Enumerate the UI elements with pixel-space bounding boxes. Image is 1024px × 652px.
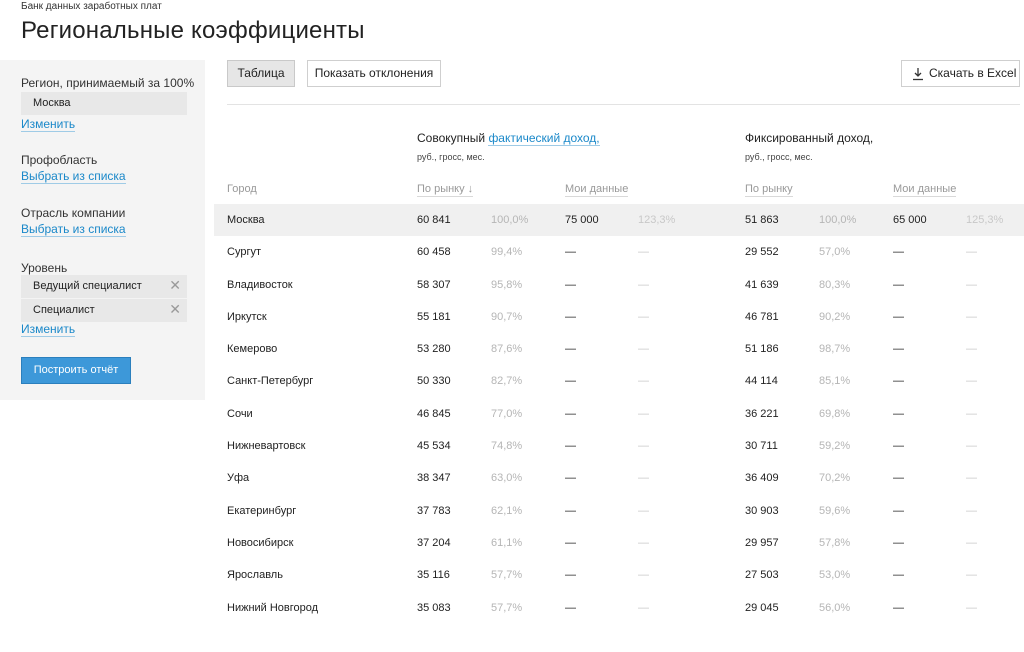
cell-market-fixed-pct: 53,0% (819, 569, 851, 582)
cell-mydata-total-pct: — (638, 569, 649, 582)
cell-mydata-fixed-pct: — (966, 601, 977, 614)
cell-mydata-total-pct: — (638, 375, 649, 388)
actual-income-link[interactable]: фактический доход, (488, 131, 600, 145)
page-title: Региональные коэффициенты (21, 17, 365, 44)
cell-market-fixed-pct: 70,2% (819, 472, 851, 485)
level-change-link[interactable]: Изменить (21, 322, 76, 336)
cell-market-fixed: 29 957 (745, 536, 779, 549)
show-deviations-button[interactable]: Показать отклонения (307, 60, 441, 87)
cell-city: Нижневартовск (227, 440, 306, 453)
cell-mydata-total: — (565, 536, 576, 549)
cell-city: Новосибирск (227, 536, 294, 549)
cell-mydata-total-pct: 123,3% (638, 214, 676, 226)
cell-mydata-fixed: — (893, 569, 904, 582)
cell-market-fixed-pct: 56,0% (819, 601, 851, 614)
cell-city: Екатеринбург (227, 504, 297, 517)
cell-mydata-total-pct: — (638, 278, 649, 291)
breadcrumb[interactable]: Банк данных заработных плат (21, 1, 162, 12)
cell-city: Сочи (227, 407, 253, 420)
cell-market-total-pct: 57,7% (491, 601, 523, 614)
group-total-income-prefix: Совокупный (417, 131, 486, 145)
level-chip-label: Ведущий специалист (33, 280, 142, 292)
industry-select-link[interactable]: Выбрать из списка (21, 222, 126, 236)
cell-market-fixed: 51 186 (745, 343, 779, 356)
cell-city: Иркутск (227, 310, 267, 323)
cell-market-total: 35 116 (417, 569, 450, 582)
cell-mydata-fixed-pct: — (966, 375, 977, 388)
cell-mydata-total: — (565, 472, 576, 485)
cell-market-total-pct: 95,8% (491, 278, 523, 291)
cell-city: Санкт-Петербург (227, 375, 314, 388)
level-label: Уровень (21, 261, 68, 275)
cell-market-total-pct: 62,1% (491, 504, 523, 517)
table-row (214, 527, 1024, 559)
cell-mydata-fixed: — (893, 504, 904, 517)
group-fixed-income-unit: руб., гросс, мес. (745, 152, 813, 162)
cell-city: Кемерово (227, 343, 278, 356)
cell-mydata-total-pct: — (638, 472, 649, 485)
cell-market-fixed-pct: 80,3% (819, 278, 851, 291)
cell-mydata-total: — (565, 375, 576, 388)
cell-mydata-total: 75 000 (565, 214, 599, 226)
cell-market-fixed: 41 639 (745, 278, 779, 291)
table-row (214, 398, 1024, 430)
cell-mydata-total: — (565, 278, 576, 291)
cell-market-fixed-pct: 59,2% (819, 440, 851, 453)
table-row (214, 204, 1024, 236)
group-total-income-unit: руб., гросс, мес. (417, 152, 485, 162)
cell-mydata-total: — (565, 601, 576, 614)
table-row (214, 430, 1024, 462)
level-chip-label: Специалист (33, 304, 95, 316)
cell-market-fixed: 29 045 (745, 601, 779, 614)
cell-market-fixed: 36 221 (745, 407, 779, 420)
cell-market-fixed-pct: 57,0% (819, 246, 851, 259)
cell-mydata-total: — (565, 407, 576, 420)
level-chip (21, 299, 187, 322)
cell-mydata-fixed-pct: 125,3% (966, 214, 1004, 226)
table-row (214, 365, 1024, 397)
cell-market-total-pct: 90,7% (491, 310, 523, 323)
cell-city: Владивосток (227, 278, 293, 291)
col-mydata-fixed-header[interactable]: Мои данные (893, 183, 957, 195)
cell-mydata-total: — (565, 246, 576, 259)
cell-mydata-total-pct: — (638, 601, 649, 614)
cell-market-fixed-pct: 90,2% (819, 310, 851, 323)
cell-market-fixed: 36 409 (745, 472, 779, 485)
cell-mydata-total: — (565, 440, 576, 453)
cell-mydata-total-pct: — (638, 440, 649, 453)
cell-market-total-pct: 99,4% (491, 246, 523, 259)
cell-city: Сургут (227, 246, 261, 259)
table-row (214, 495, 1024, 527)
region-label: Регион, принимаемый за 100% (21, 76, 195, 90)
cell-market-total-pct: 87,6% (491, 343, 523, 356)
cell-market-fixed-pct: 85,1% (819, 375, 851, 388)
divider (227, 104, 1020, 105)
cell-mydata-fixed-pct: — (966, 536, 977, 549)
cell-market-fixed: 46 781 (745, 310, 779, 323)
cell-mydata-total-pct: — (638, 310, 649, 323)
cell-city: Москва (227, 214, 265, 226)
cell-market-fixed-pct: 69,8% (819, 407, 851, 420)
table-row (214, 559, 1024, 591)
cell-market-fixed: 30 903 (745, 504, 779, 517)
cell-mydata-total-pct: — (638, 343, 649, 356)
region-change-link[interactable]: Изменить (21, 117, 76, 131)
cell-market-fixed-pct: 57,8% (819, 536, 851, 549)
cell-market-total-pct: 77,0% (491, 407, 523, 420)
table-row (214, 462, 1024, 494)
cell-market-total: 55 181 (417, 310, 451, 323)
cell-market-total: 45 534 (417, 440, 451, 453)
cell-market-fixed: 27 503 (745, 569, 779, 582)
cell-mydata-fixed: — (893, 407, 904, 420)
cell-market-fixed: 44 114 (745, 375, 778, 388)
cell-market-total-pct: 74,8% (491, 440, 523, 453)
cell-city: Ярославль (227, 569, 283, 582)
cell-market-total: 37 783 (417, 504, 451, 517)
cell-mydata-fixed-pct: — (966, 343, 977, 356)
cell-mydata-fixed: 65 000 (893, 214, 927, 226)
cell-mydata-fixed-pct: — (966, 504, 977, 517)
data-table (214, 204, 1024, 624)
col-mydata-total-header[interactable]: Мои данные (565, 183, 629, 195)
tab-table[interactable]: Таблица (227, 60, 295, 87)
table-row (214, 236, 1024, 268)
remove-level-icon[interactable]: ✕ (169, 277, 181, 293)
cell-mydata-total: — (565, 569, 576, 582)
cell-mydata-fixed-pct: — (966, 472, 977, 485)
cell-market-fixed-pct: 98,7% (819, 343, 851, 356)
cell-mydata-fixed: — (893, 601, 904, 614)
col-city-header: Город (227, 183, 257, 195)
cell-market-fixed-pct: 100,0% (819, 214, 857, 226)
cell-mydata-fixed-pct: — (966, 440, 977, 453)
col-market-fixed-header[interactable]: По рынку (745, 183, 793, 195)
cell-market-total: 37 204 (417, 536, 451, 549)
cell-mydata-fixed-pct: — (966, 246, 977, 259)
cell-market-total: 46 845 (417, 407, 451, 420)
cell-mydata-fixed-pct: — (966, 278, 977, 291)
cell-market-total: 60 458 (417, 246, 451, 259)
cell-mydata-fixed: — (893, 310, 904, 323)
cell-market-total: 35 083 (417, 601, 451, 614)
build-report-button[interactable]: Построить отчёт (21, 357, 131, 384)
cell-mydata-fixed: — (893, 440, 904, 453)
group-fixed-income-title: Фиксированный доход, (745, 131, 874, 145)
cell-mydata-fixed-pct: — (966, 310, 977, 323)
cell-mydata-fixed: — (893, 278, 904, 291)
cell-market-fixed: 29 552 (745, 246, 779, 259)
prof-select-link[interactable]: Выбрать из списка (21, 169, 126, 183)
cell-market-total-pct: 61,1% (491, 536, 523, 549)
cell-mydata-fixed: — (893, 472, 904, 485)
cell-mydata-fixed-pct: — (966, 569, 977, 582)
cell-mydata-fixed: — (893, 536, 904, 549)
cell-city: Нижний Новгород (227, 601, 319, 614)
cell-market-total: 50 330 (417, 375, 451, 388)
table-row (214, 333, 1024, 365)
level-chip (21, 275, 187, 298)
cell-market-total: 53 280 (417, 343, 451, 356)
cell-market-total-pct: 63,0% (491, 472, 523, 485)
cell-mydata-total: — (565, 504, 576, 517)
download-excel-label: Скачать в Excel (929, 66, 1017, 80)
region-value: Москва (21, 92, 187, 115)
cell-mydata-fixed: — (893, 343, 904, 356)
download-icon (912, 67, 924, 81)
download-excel-button[interactable] (901, 60, 1020, 87)
prof-label: Профобласть (21, 153, 98, 167)
cell-mydata-total-pct: — (638, 246, 649, 259)
cell-city: Уфа (227, 472, 250, 485)
industry-label: Отрасль компании (21, 206, 126, 220)
cell-market-fixed: 51 863 (745, 214, 779, 226)
table-row (214, 592, 1024, 624)
cell-market-total: 38 347 (417, 472, 451, 485)
cell-mydata-fixed: — (893, 375, 904, 388)
cell-mydata-total-pct: — (638, 536, 649, 549)
cell-market-total-pct: 100,0% (491, 214, 529, 226)
cell-market-total-pct: 57,7% (491, 569, 523, 582)
group-total-income-title (417, 131, 600, 145)
cell-mydata-total: — (565, 310, 576, 323)
cell-market-total: 58 307 (417, 278, 451, 291)
cell-mydata-fixed: — (893, 246, 904, 259)
remove-level-icon[interactable]: ✕ (169, 301, 181, 317)
cell-market-total: 60 841 (417, 214, 451, 226)
cell-mydata-total: — (565, 343, 576, 356)
table-row (214, 269, 1024, 301)
table-row (214, 301, 1024, 333)
cell-mydata-total-pct: — (638, 407, 649, 420)
cell-mydata-total-pct: — (638, 504, 649, 517)
filter-sidebar (0, 60, 205, 400)
cell-market-fixed: 30 711 (745, 440, 778, 453)
cell-market-total-pct: 82,7% (491, 375, 523, 388)
cell-mydata-fixed-pct: — (966, 407, 977, 420)
col-market-total-header[interactable]: По рынку ↓ (417, 183, 474, 195)
cell-market-fixed-pct: 59,6% (819, 504, 851, 517)
